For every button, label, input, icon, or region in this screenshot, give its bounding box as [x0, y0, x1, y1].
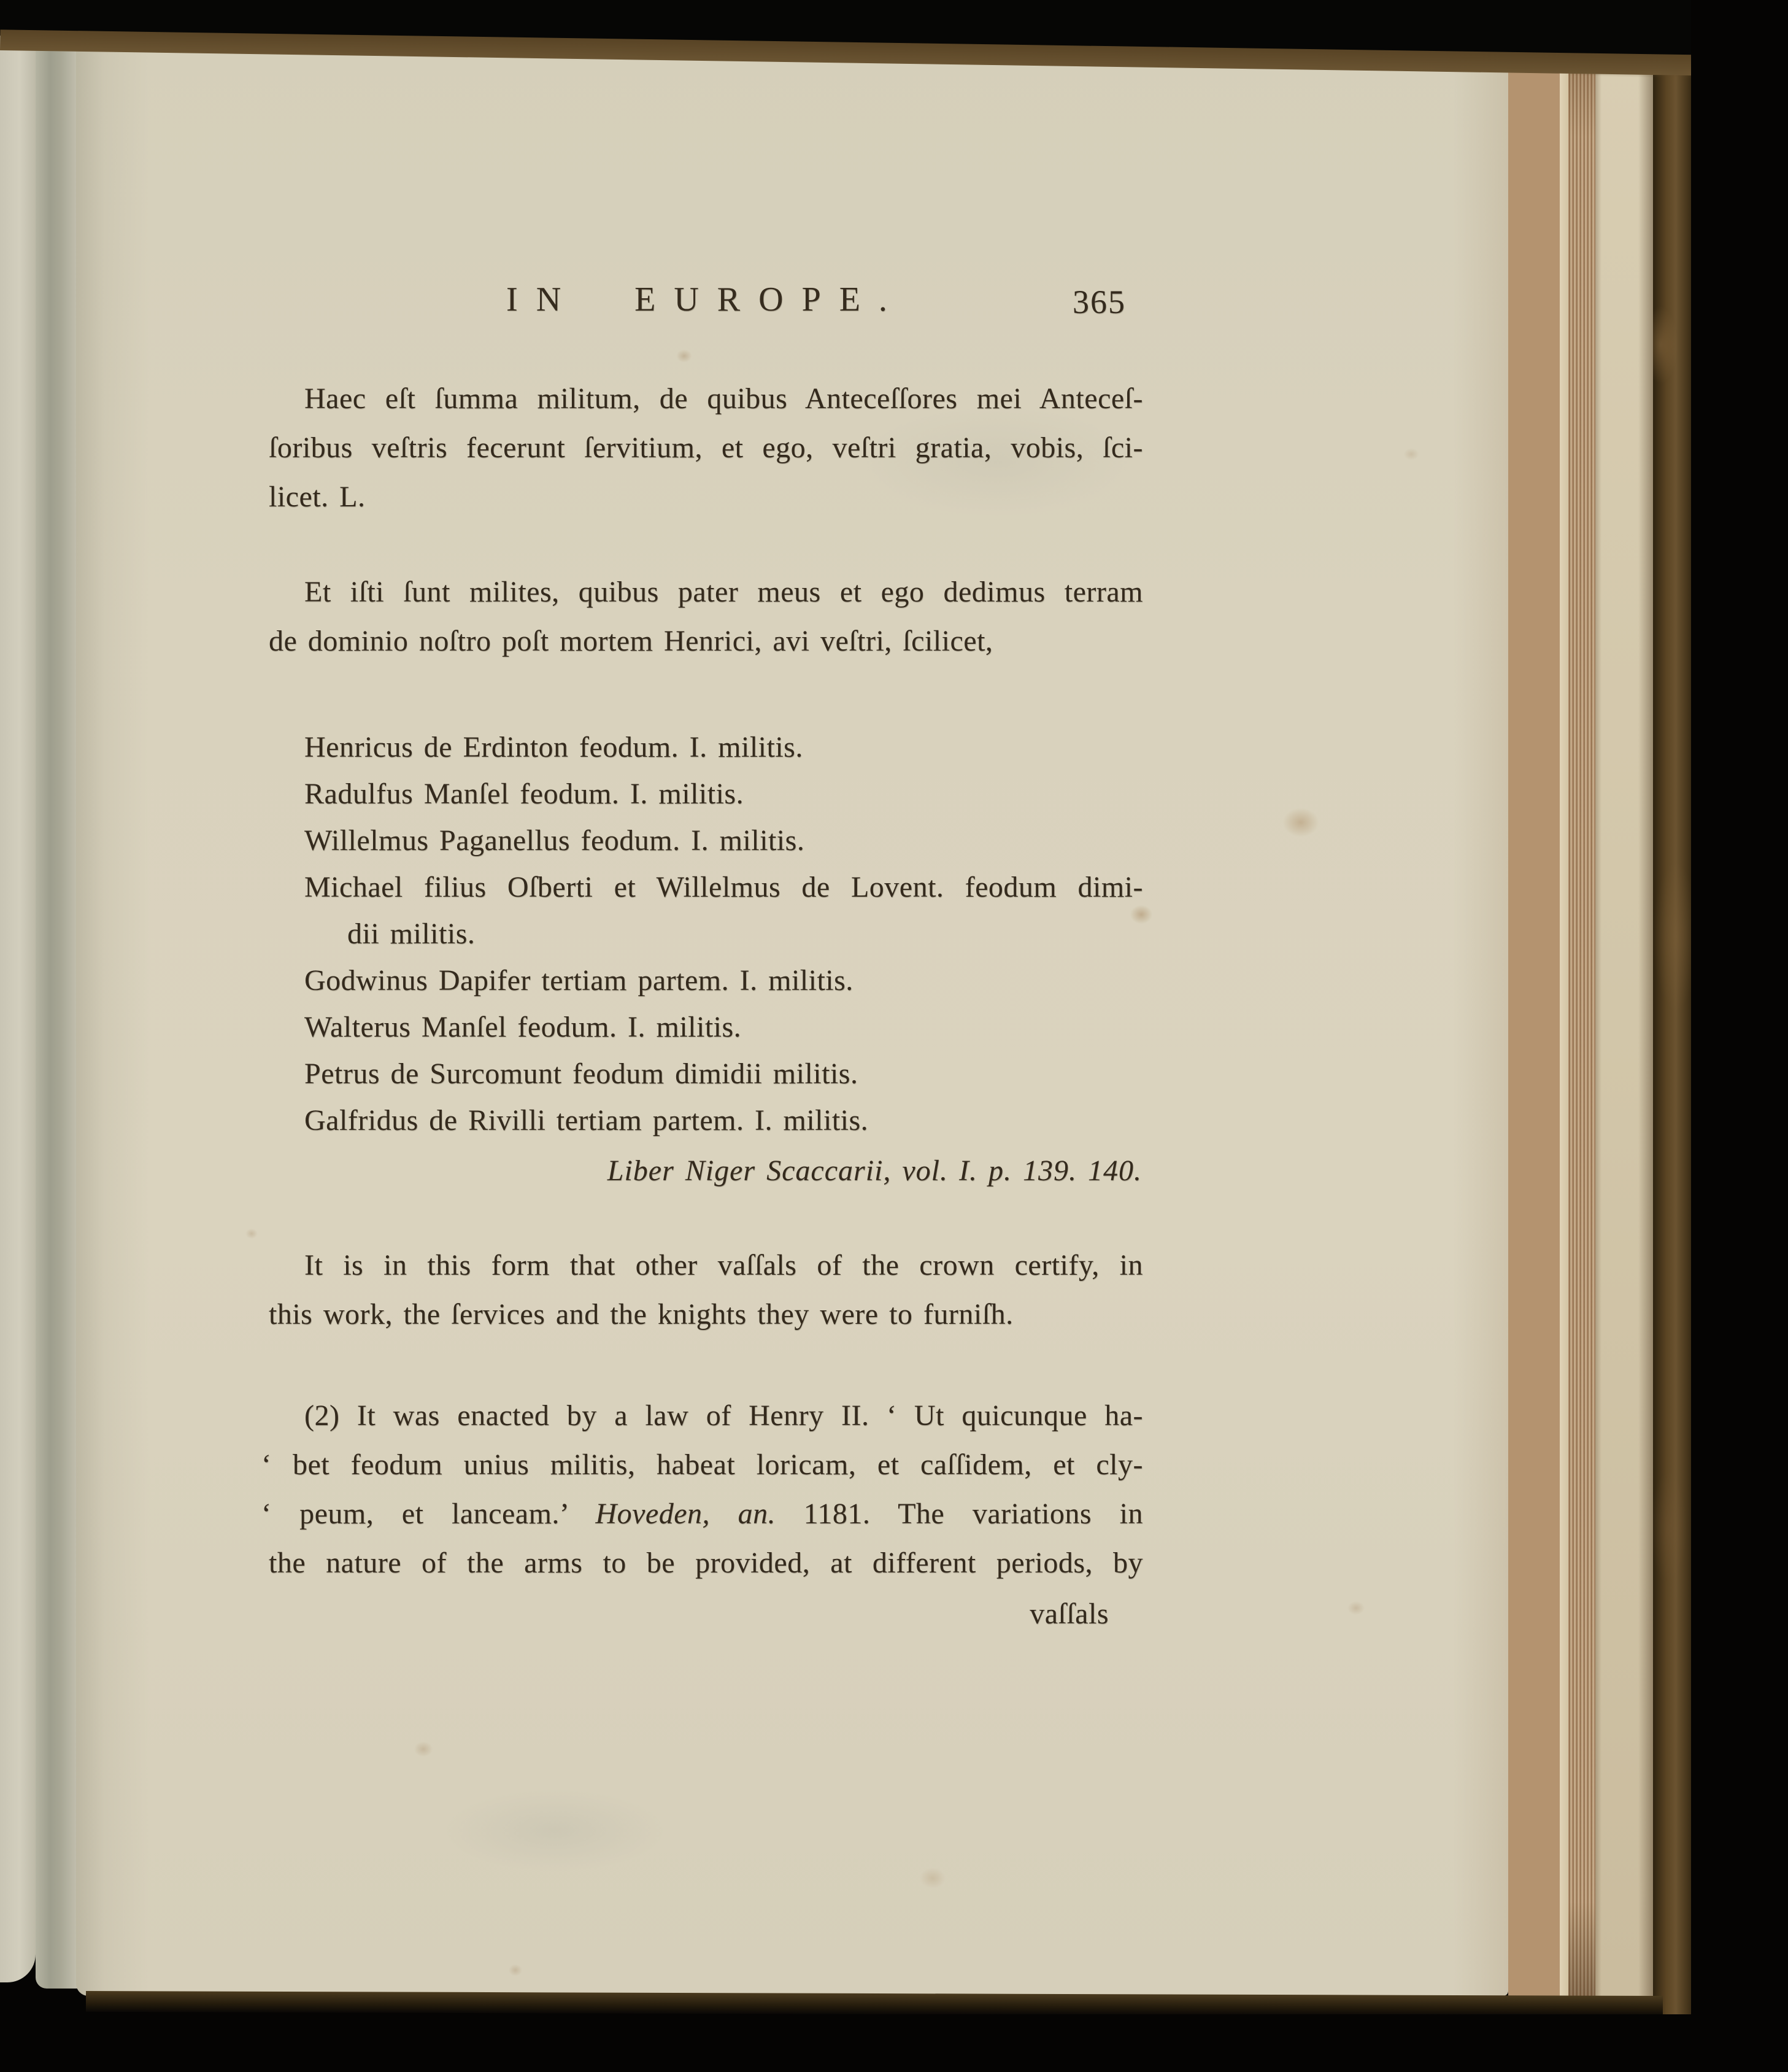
- text-line: this work, the ſervices and the knights they were to furniſh.: [269, 1298, 1014, 1331]
- list-item: Walterus Manſel feodum. I. militis.: [304, 1011, 742, 1043]
- gutter-shadow: [36, 33, 77, 1989]
- page-edges-stack-inner: [1568, 39, 1595, 2000]
- text-line: It is in this form that other vaſſals of the crown certify, in: [304, 1249, 1143, 1281]
- latin-intro-paragraph: [269, 568, 1143, 666]
- list-item: Willelmus Paganellus feodum. I. militis.: [304, 824, 805, 857]
- text-segment: ‘ peum, et lanceam.’: [261, 1498, 596, 1530]
- list-item: Henricus de Erdinton feodum. I. militis.: [304, 731, 803, 763]
- text-segment: 1181. The variations in: [776, 1498, 1144, 1530]
- text-line: [261, 1490, 1144, 1539]
- list-item-turnover: dii militis.: [347, 918, 476, 950]
- list-item: Radulfus Manſel feodum. I. militis.: [304, 778, 744, 810]
- background-right: [1691, 0, 1788, 2072]
- text-line: ‘ bet feodum unius militis, habeat loricam, et caſſidem, et cly-: [261, 1448, 1143, 1481]
- source-citation: Liber Niger Scaccarii, vol. I. p. 139. 140.: [607, 1154, 1142, 1187]
- list-item: Galfridus de Rivilli tertiam partem. I. militis.: [304, 1104, 869, 1137]
- text-line: licet. L.: [269, 481, 366, 513]
- background-bottom: [0, 2014, 1788, 2072]
- facing-page-edge: [0, 36, 36, 1982]
- running-title: IN EUROPE.: [506, 280, 906, 319]
- text-line: the nature of the arms to be provided, at different periods, by: [269, 1547, 1143, 1579]
- text-line: Et iſti ſunt milites, quibus pater meus et ego dedimus terram: [304, 576, 1143, 608]
- list-item: Michael filius Oſberti et Willelmus de Lovent. feodum dimi-: [304, 871, 1143, 903]
- text-line: Haec eſt ſumma militum, de quibus Anteceſſores mei Anteceſ-: [304, 382, 1143, 415]
- under-page-edge: [1595, 42, 1653, 2003]
- page-number: 365: [1073, 284, 1126, 320]
- list-item: Godwinus Dapifer tertiam partem. I. militis.: [304, 964, 854, 997]
- text-column: [261, 32, 1144, 1996]
- book-cover-right-edge: [1653, 49, 1691, 2020]
- list-item: Petrus de Surcomunt feodum dimidii militis.: [304, 1057, 858, 1090]
- running-header: [269, 275, 1143, 324]
- text-line: (2) It was enacted by a law of Henry II. ‘ Ut quicunque ha-: [304, 1399, 1143, 1432]
- text-segment-italic: Hoveden, an.: [595, 1498, 776, 1530]
- text-line: de dominio noſtro poſt mortem Henrici, avi veſtri, ſcilicet,: [269, 625, 993, 657]
- latin-summary-paragraph: [269, 374, 1143, 522]
- english-note-paragraph: [269, 1241, 1143, 1339]
- text-line: ſoribus veſtris fecerunt ſervitium, et ego, veſtri gratia, vobis, ſci-: [269, 431, 1143, 464]
- knight-fee-list: [269, 724, 1143, 1144]
- book-page: [76, 32, 1508, 1996]
- catchword: vaſſals: [1030, 1598, 1109, 1630]
- page-edge-sliver: [1560, 38, 1568, 1998]
- page-edges-stack: [1508, 37, 1560, 1998]
- footnote-paragraph: [261, 1391, 1144, 1588]
- book-cover-bottom-edge: [86, 1991, 1663, 2017]
